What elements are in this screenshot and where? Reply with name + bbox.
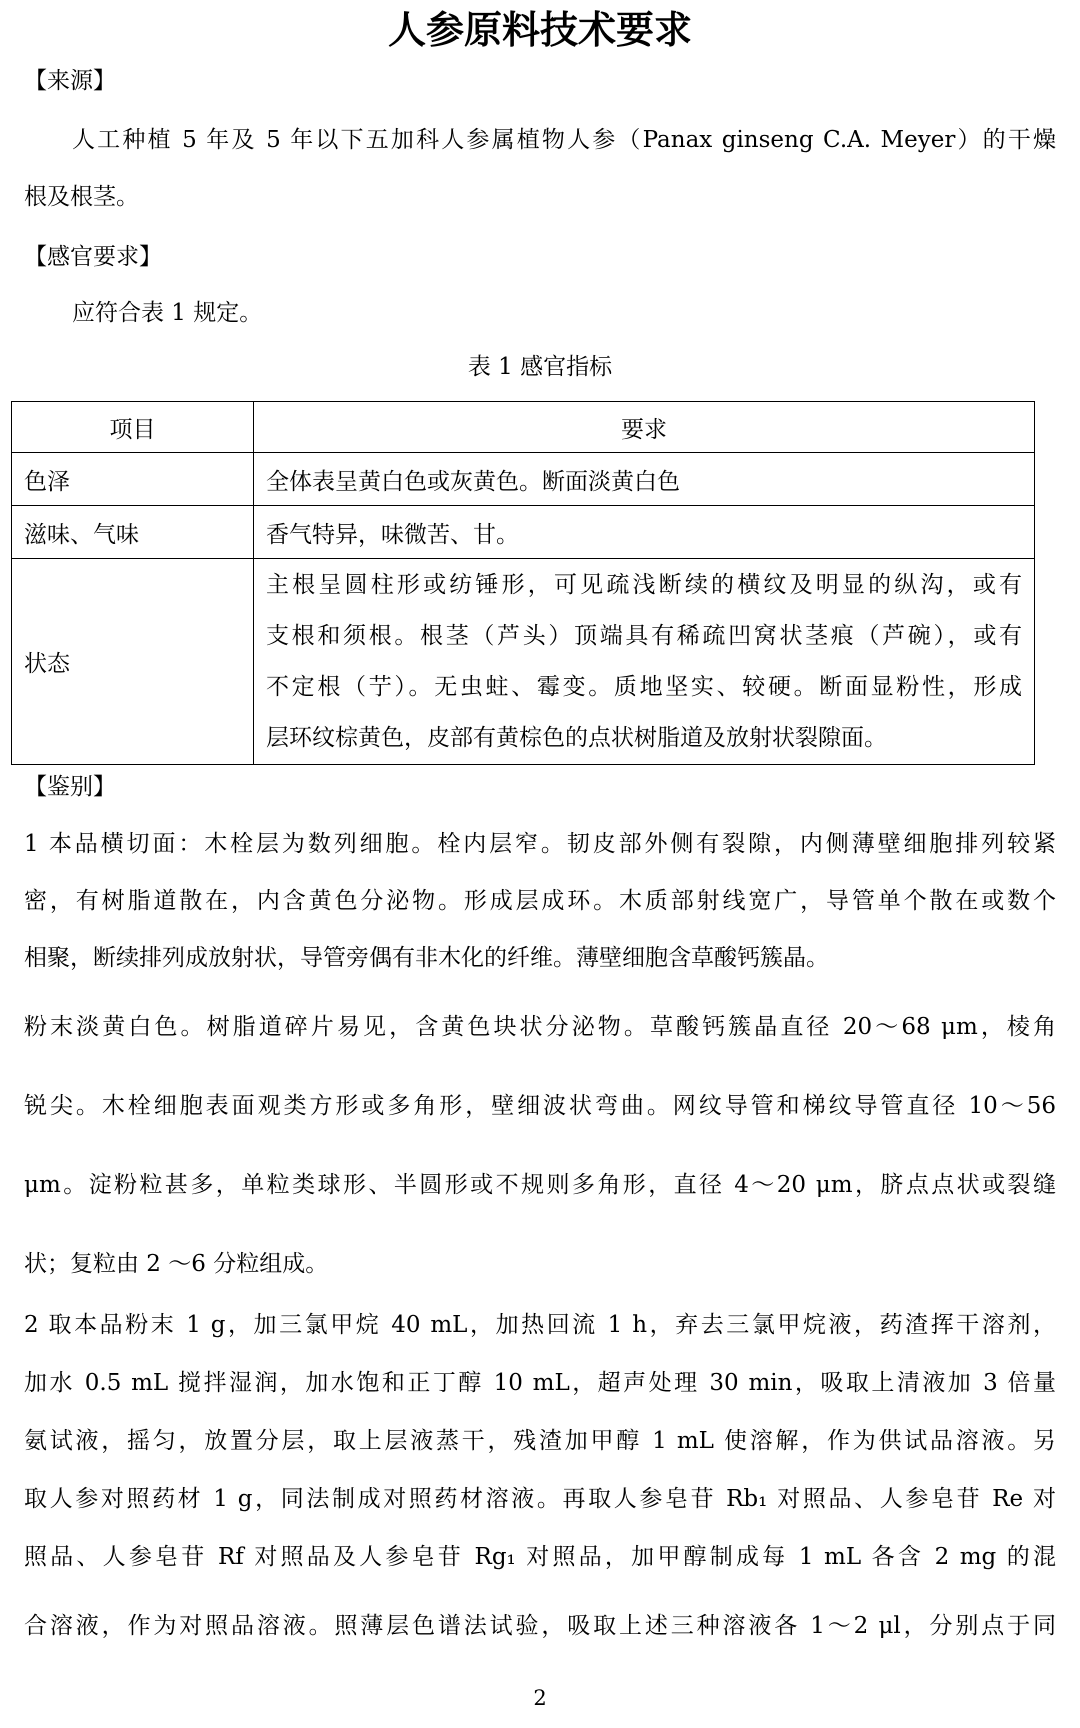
para3-line-5: 照品、人参皂苷 Rf 对照品及人参皂苷 Rg₁ 对照品，加甲醇制成每 1 mL 各含 2 mg 的混 bbox=[24, 1544, 1056, 1570]
row-item-state: 状态 bbox=[12, 559, 254, 765]
para3-line-4: 取人参对照药材 1 g，同法制成对照药材溶液。再取人参皂苷 Rb₁ 对照品、人参皂苷 Re 对 bbox=[24, 1486, 1056, 1512]
row-item-color: 色泽 bbox=[12, 453, 254, 506]
header-requirement: 要求 bbox=[254, 402, 1035, 453]
page-number: 2 bbox=[533, 1686, 547, 1710]
para2-line-3: μm。淀粉粒甚多，单粒类球形、半圆形或不规则多角形，直径 4～20 μm，脐点点状或裂缝 bbox=[24, 1172, 1056, 1198]
row-item-taste: 滋味、气味 bbox=[12, 506, 254, 559]
para1-line-1: 1 本品横切面：木栓层为数列细胞。栓内层窄。韧皮部外侧有裂隙，内侧薄壁细胞排列较紧 bbox=[24, 831, 1056, 857]
table-row bbox=[12, 559, 1035, 765]
para2-line-1: 粉末淡黄白色。树脂道碎片易见，含黄色块状分泌物。草酸钙簇晶直径 20～68 μm，棱角 bbox=[24, 1014, 1056, 1040]
table-caption: 表 1 感官指标 bbox=[467, 354, 613, 380]
para2-line-2: 锐尖。木栓细胞表面观类方形或多角形，壁细波状弯曲。网纹导管和梯纹导管直径 10～56 bbox=[24, 1093, 1056, 1119]
state-line-1: 主根呈圆柱形或纺锤形，可见疏浅断续的横纹及明显的纵沟，或有 bbox=[266, 571, 1022, 598]
sensory-intro: 应符合表 1 规定。 bbox=[72, 300, 263, 326]
sensory-table bbox=[11, 401, 1035, 765]
state-line-3: 不定根（艼）。无虫蛀、霉变。质地坚实、较硬。断面显粉性，形成 bbox=[266, 673, 1022, 700]
sensory-heading: 【感官要求】 bbox=[24, 244, 162, 270]
source-line-2: 根及根茎。 bbox=[24, 184, 139, 210]
identification-heading: 【鉴别】 bbox=[24, 774, 116, 800]
para3-line-2: 加水 0.5 mL 搅拌湿润，加水饱和正丁醇 10 mL，超声处理 30 min，吸取上清液加 3 倍量 bbox=[24, 1370, 1056, 1396]
para1-line-2: 密，有树脂道散在，内含黄色分泌物。形成层成环。木质部射线宽广，导管单个散在或数个 bbox=[24, 888, 1056, 914]
table-header-row bbox=[12, 402, 1035, 453]
state-line-4: 层环纹棕黄色，皮部有黄棕色的点状树脂道及放射状裂隙面。 bbox=[266, 724, 887, 751]
para3-line-6: 合溶液，作为对照品溶液。照薄层色谱法试验，吸取上述三种溶液各 1～2 μl，分别点于同 bbox=[24, 1613, 1056, 1639]
state-line-2: 支根和须根。根茎（芦头）顶端具有稀疏凹窝状茎痕（芦碗），或有 bbox=[266, 622, 1022, 649]
row-req-color: 全体表呈黄白色或灰黄色。断面淡黄白色 bbox=[254, 453, 1035, 506]
header-item: 项目 bbox=[12, 402, 254, 453]
source-line-1: 人工种植 5 年及 5 年以下五加科人参属植物人参（Panax ginseng C.A. Meyer）的干燥 bbox=[72, 127, 1056, 153]
table-row bbox=[12, 453, 1035, 506]
page-title: 人参原料技术要求 bbox=[387, 8, 692, 52]
para1-line-3: 相聚，断续排列成放射状，导管旁偶有非木化的纤维。薄壁细胞含草酸钙簇晶。 bbox=[24, 945, 829, 971]
para3-line-3: 氨试液，摇匀，放置分层，取上层液蒸干，残渣加甲醇 1 mL 使溶解，作为供试品溶液。另 bbox=[24, 1428, 1056, 1454]
table-row bbox=[12, 506, 1035, 559]
source-heading: 【来源】 bbox=[24, 68, 116, 94]
row-req-taste: 香气特异，味微苦、甘。 bbox=[254, 506, 1035, 559]
para2-line-4: 状；复粒由 2 ～6 分粒组成。 bbox=[24, 1251, 329, 1277]
row-req-state bbox=[254, 559, 1035, 765]
para3-line-1: 2 取本品粉末 1 g，加三氯甲烷 40 mL，加热回流 1 h，弃去三氯甲烷液，药渣挥干溶剂， bbox=[24, 1312, 1056, 1338]
